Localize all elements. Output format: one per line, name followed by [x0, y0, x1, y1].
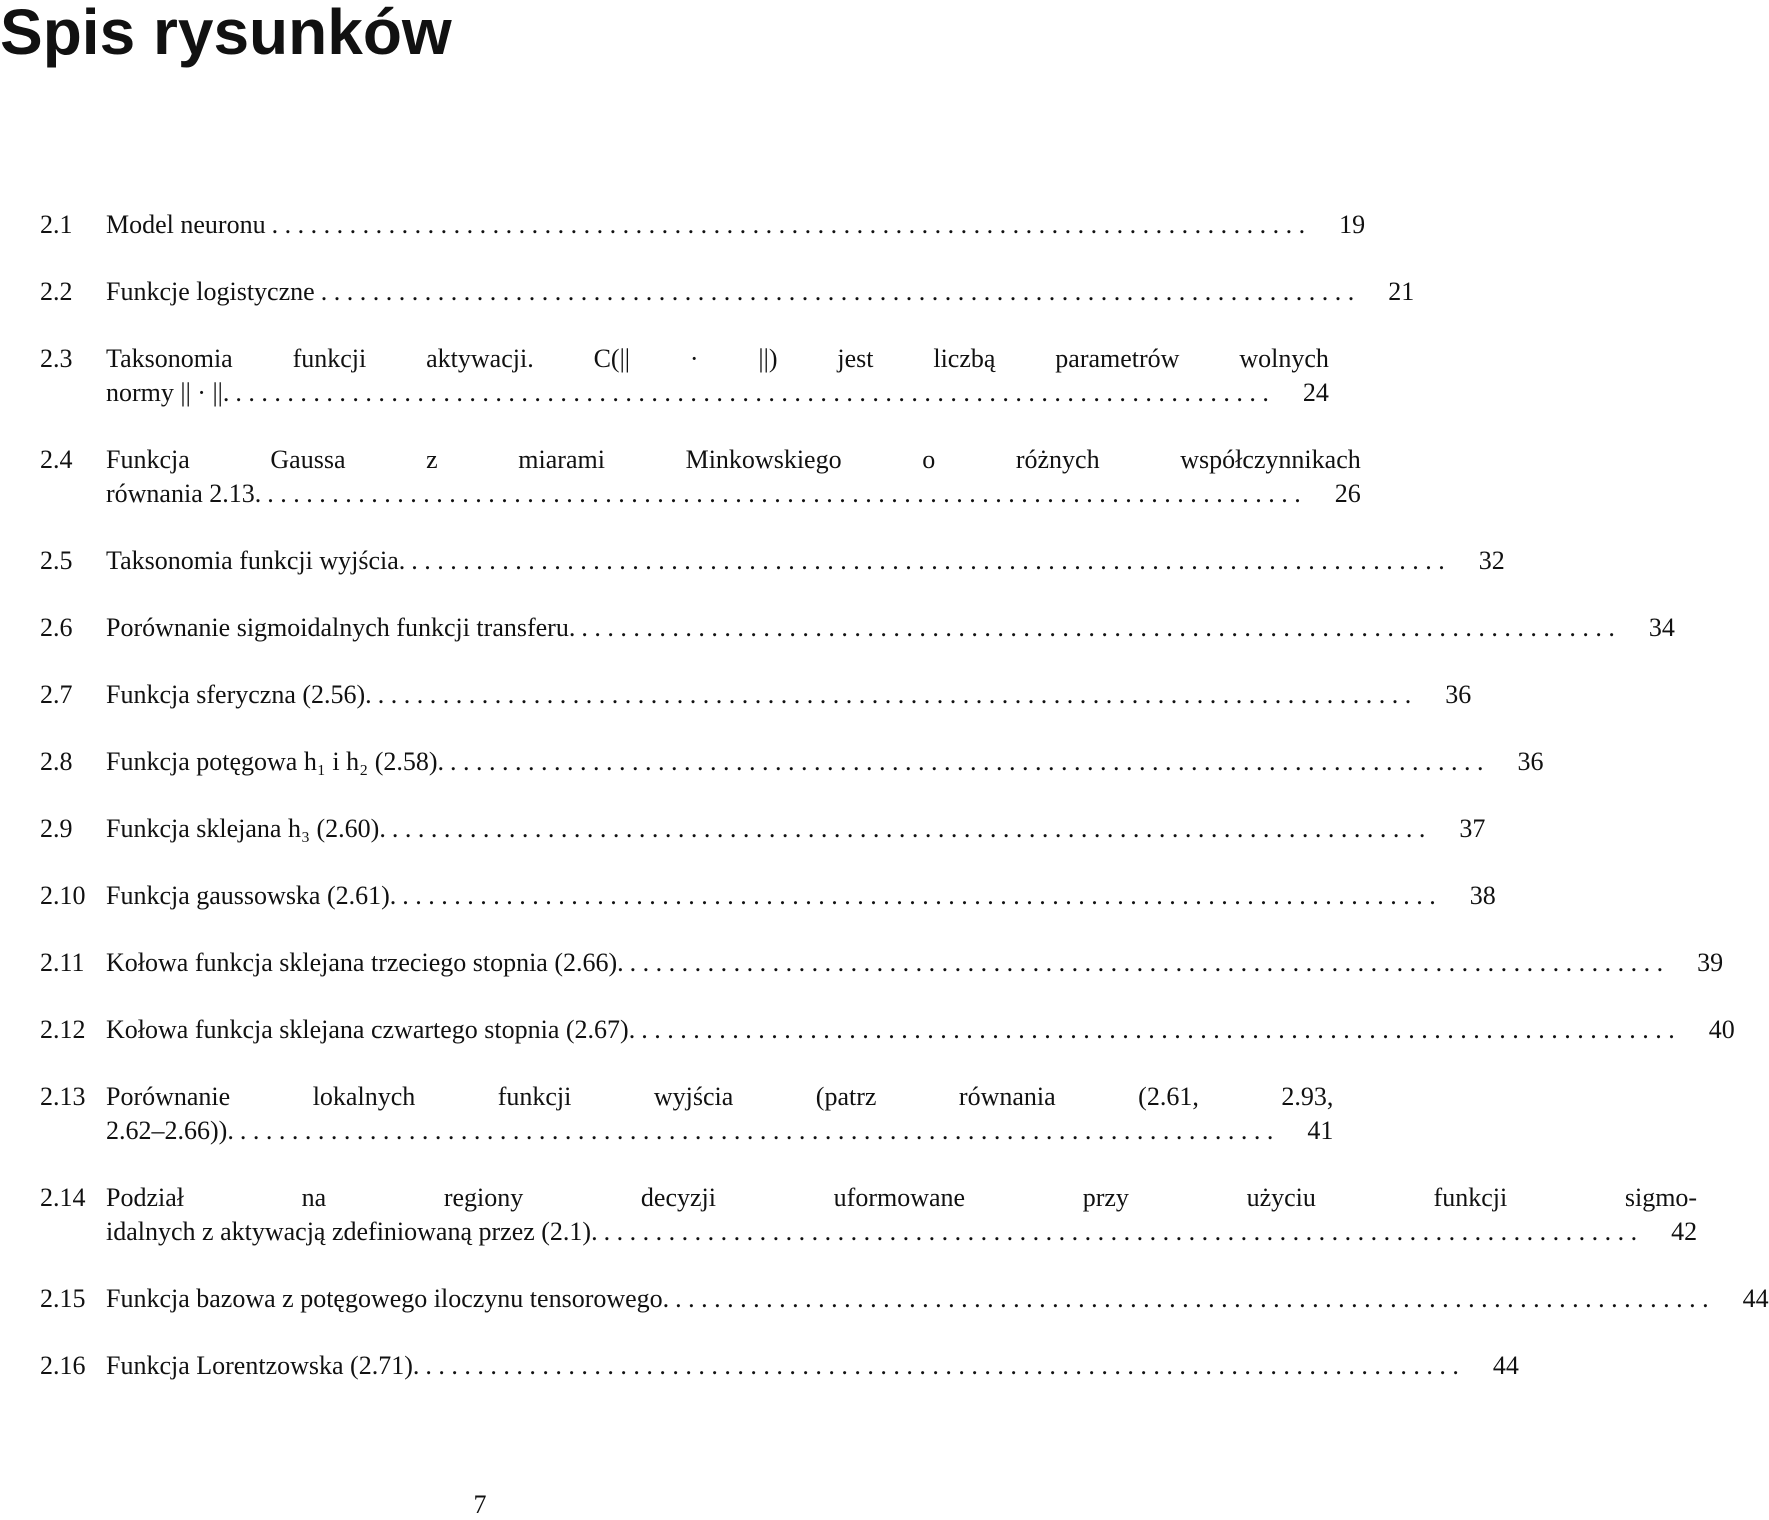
figure-caption	[106, 812, 1485, 846]
figure-number: 2.11	[40, 948, 85, 977]
page-reference: 42	[1671, 1217, 1698, 1246]
toc-entry[interactable]	[40, 544, 1505, 578]
toc-entry[interactable]	[40, 1282, 1769, 1316]
figure-caption	[106, 1080, 1333, 1148]
figure-number: 2.2	[40, 277, 73, 306]
figure-caption	[106, 946, 1723, 980]
caption-line: Porównanie lokalnych funkcji wyjścia (patrz równania (2.61, 2.93,	[106, 1082, 1334, 1111]
toc-entry[interactable]	[40, 1013, 1735, 1047]
leader-dots: . . . . . . . . . . . . . . . . . . . . . . . . . . . . . . . . . . . . . . . . . . . . . . . . . . . . . . . . . . . . . . . . . . . . . . . . . . . . . . . .	[235, 378, 1269, 407]
toc-entry[interactable]	[40, 275, 1415, 309]
caption-line: Kołowa funkcja sklejana czwartego stopnia (2.67).	[106, 1015, 636, 1044]
figure-caption	[106, 678, 1471, 712]
leader-dots: . . . . . . . . . . . . . . . . . . . . . . . . . . . . . . . . . . . . . . . . . . . . . . . . . . . . . . . . . . . . . . . . . . . . . . . . . . . . . . . .	[239, 1116, 1274, 1145]
figure-caption	[106, 208, 1365, 242]
toc-entry[interactable]	[40, 208, 1366, 242]
table-of-figures	[40, 208, 1769, 1416]
page-reference: 36	[1517, 747, 1544, 776]
toc-entry[interactable]	[40, 342, 1329, 410]
toc-entry[interactable]	[40, 443, 1361, 511]
leader-dots: . . . . . . . . . . . . . . . . . . . . . . . . . . . . . . . . . . . . . . . . . . . . . . . . . . . . . . . . . . . . . . . . . . . . . . . . . . . . . . . .	[629, 948, 1664, 977]
figure-number: 2.3	[40, 344, 73, 373]
leader-dots: . . . . . . . . . . . . . . . . . . . . . . . . . . . . . . . . . . . . . . . . . . . . . . . . . . . . . . . . . . . . . . . . . . . . . . . . . . . . . . . .	[425, 1351, 1459, 1380]
figure-number: 2.13	[40, 1082, 86, 1111]
caption-line: Funkcja bazowa z potęgowego iloczynu tensorowego.	[106, 1284, 670, 1313]
page-reference: 36	[1445, 680, 1472, 709]
toc-entry[interactable]	[40, 812, 1486, 846]
page-reference: 21	[1388, 277, 1415, 306]
caption-line: 2.62–2.66)).	[106, 1116, 234, 1145]
caption-line: idalnych z aktywacją zdefiniowaną przez (2.1).	[106, 1217, 598, 1246]
toc-entry[interactable]	[40, 1349, 1519, 1383]
caption-line: Funkcja sferyczna (2.56).	[106, 680, 372, 709]
figure-number: 2.7	[40, 680, 73, 709]
caption-line: Kołowa funkcja sklejana trzeciego stopnia (2.66).	[106, 948, 624, 977]
figure-caption	[106, 342, 1329, 410]
figure-caption	[106, 879, 1496, 913]
toc-entry[interactable]	[40, 946, 1724, 980]
page-reference: 40	[1708, 1015, 1735, 1044]
toc-entry[interactable]	[40, 611, 1675, 645]
leader-dots: . . . . . . . . . . . . . . . . . . . . . . . . . . . . . . . . . . . . . . . . . . . . . . . . . . . . . . . . . . . . . . . . . . . . . . . . . . . . . . . .	[402, 881, 1436, 910]
caption-line: Funkcje logistyczne	[106, 277, 315, 306]
page-reference: 41	[1307, 1116, 1334, 1145]
page-reference: 44	[1492, 1351, 1519, 1380]
toc-entry[interactable]	[40, 879, 1496, 913]
figure-caption	[106, 1282, 1769, 1316]
figure-caption	[106, 443, 1361, 511]
figure-number: 2.4	[40, 445, 73, 474]
toc-entry[interactable]	[40, 678, 1472, 712]
caption-line: równania 2.13.	[106, 479, 262, 508]
figure-number: 2.6	[40, 613, 73, 642]
toc-entry[interactable]	[40, 1080, 1334, 1148]
leader-dots: . . . . . . . . . . . . . . . . . . . . . . . . . . . . . . . . . . . . . . . . . . . . . . . . . . . . . . . . . . . . . . . . . . . . . . . . . . . . . . . .	[581, 613, 1615, 642]
figure-caption	[106, 544, 1505, 578]
leader-dots: . . . . . . . . . . . . . . . . . . . . . . . . . . . . . . . . . . . . . . . . . . . . . . . . . . . . . . . . . . . . . . . . . . . . . . . . . . . . . . . .	[411, 546, 1445, 575]
leader-dots: . . . . . . . . . . . . . . . . . . . . . . . . . . . . . . . . . . . . . . . . . . . . . . . . . . . . . . . . . . . . . . . . . . . . . . . . . . . . . . . .	[271, 210, 1306, 239]
figure-caption	[106, 275, 1414, 309]
caption-line: normy || · ||.	[106, 378, 230, 407]
page-reference: 37	[1459, 814, 1486, 843]
leader-dots: . . . . . . . . . . . . . . . . . . . . . . . . . . . . . . . . . . . . . . . . . . . . . . . . . . . . . . . . . . . . . . . . . . . . . . . . . . . . . . . .	[320, 277, 1355, 306]
page-title: Spis rysunków	[0, 0, 452, 68]
figure-number: 2.9	[40, 814, 73, 843]
page-reference: 44	[1742, 1284, 1769, 1313]
figure-caption	[106, 1349, 1519, 1383]
page-reference: 38	[1469, 881, 1496, 910]
leader-dots: . . . . . . . . . . . . . . . . . . . . . . . . . . . . . . . . . . . . . . . . . . . . . . . . . . . . . . . . . . . . . . . . . . . . . . . . . . . . . . . .	[450, 747, 1484, 776]
figure-number: 2.14	[40, 1183, 86, 1212]
figure-number: 2.10	[40, 881, 86, 910]
figure-number: 2.12	[40, 1015, 86, 1044]
leader-dots: . . . . . . . . . . . . . . . . . . . . . . . . . . . . . . . . . . . . . . . . . . . . . . . . . . . . . . . . . . . . . . . . . . . . . . . . . . . . . . . .	[267, 479, 1301, 508]
leader-dots: . . . . . . . . . . . . . . . . . . . . . . . . . . . . . . . . . . . . . . . . . . . . . . . . . . . . . . . . . . . . . . . . . . . . . . . . . . . . . . . .	[391, 814, 1426, 843]
figure-caption	[106, 1181, 1697, 1249]
page-reference: 19	[1339, 210, 1366, 239]
page-number: 7	[473, 1490, 487, 1519]
leader-dots: . . . . . . . . . . . . . . . . . . . . . . . . . . . . . . . . . . . . . . . . . . . . . . . . . . . . . . . . . . . . . . . . . . . . . . . . . . . . . . . .	[641, 1015, 1675, 1044]
page-reference: 24	[1302, 378, 1329, 407]
figure-number: 2.8	[40, 747, 73, 776]
page-reference: 26	[1334, 479, 1361, 508]
caption-line: Porównanie sigmoidalnych funkcji transferu.	[106, 613, 576, 642]
caption-line: Taksonomia funkcji wyjścia.	[106, 546, 406, 575]
toc-entry[interactable]	[40, 1181, 1698, 1249]
figure-number: 2.15	[40, 1284, 86, 1313]
caption-line: Taksonomia funkcji aktywacji. C(|| · ||) jest liczbą parametrów wolnych	[106, 344, 1329, 373]
figure-number: 2.16	[40, 1351, 86, 1380]
caption-line: Funkcja Lorentzowska (2.71).	[106, 1351, 420, 1380]
caption-line: Model neuronu	[106, 210, 266, 239]
caption-line: Podział na regiony decyzji uformowane przy użyciu funkcji sigmo-	[106, 1183, 1698, 1212]
caption-line: Funkcja Gaussa z miarami Minkowskiego o różnych współczynnikach	[106, 445, 1361, 474]
caption-line: Funkcja gaussowska (2.61).	[106, 881, 397, 910]
caption-line: Funkcja potęgowa h₁ i h₂ (2.58).	[106, 747, 445, 776]
figure-number: 2.1	[40, 210, 73, 239]
leader-dots: . . . . . . . . . . . . . . . . . . . . . . . . . . . . . . . . . . . . . . . . . . . . . . . . . . . . . . . . . . . . . . . . . . . . . . . . . . . . . . . .	[675, 1284, 1709, 1313]
page-reference: 39	[1697, 948, 1724, 977]
caption-line: Funkcja sklejana h₃ (2.60).	[106, 814, 386, 843]
page-reference: 32	[1478, 546, 1505, 575]
figure-caption	[106, 745, 1544, 779]
leader-dots: . . . . . . . . . . . . . . . . . . . . . . . . . . . . . . . . . . . . . . . . . . . . . . . . . . . . . . . . . . . . . . . . . . . . . . . . . . . . . . . .	[603, 1217, 1638, 1246]
figure-caption	[106, 611, 1675, 645]
leader-dots: . . . . . . . . . . . . . . . . . . . . . . . . . . . . . . . . . . . . . . . . . . . . . . . . . . . . . . . . . . . . . . . . . . . . . . . . . . . . . . . .	[377, 680, 1412, 709]
page-reference: 34	[1648, 613, 1675, 642]
figure-number: 2.5	[40, 546, 73, 575]
figure-caption	[106, 1013, 1735, 1047]
toc-entry[interactable]	[40, 745, 1544, 779]
